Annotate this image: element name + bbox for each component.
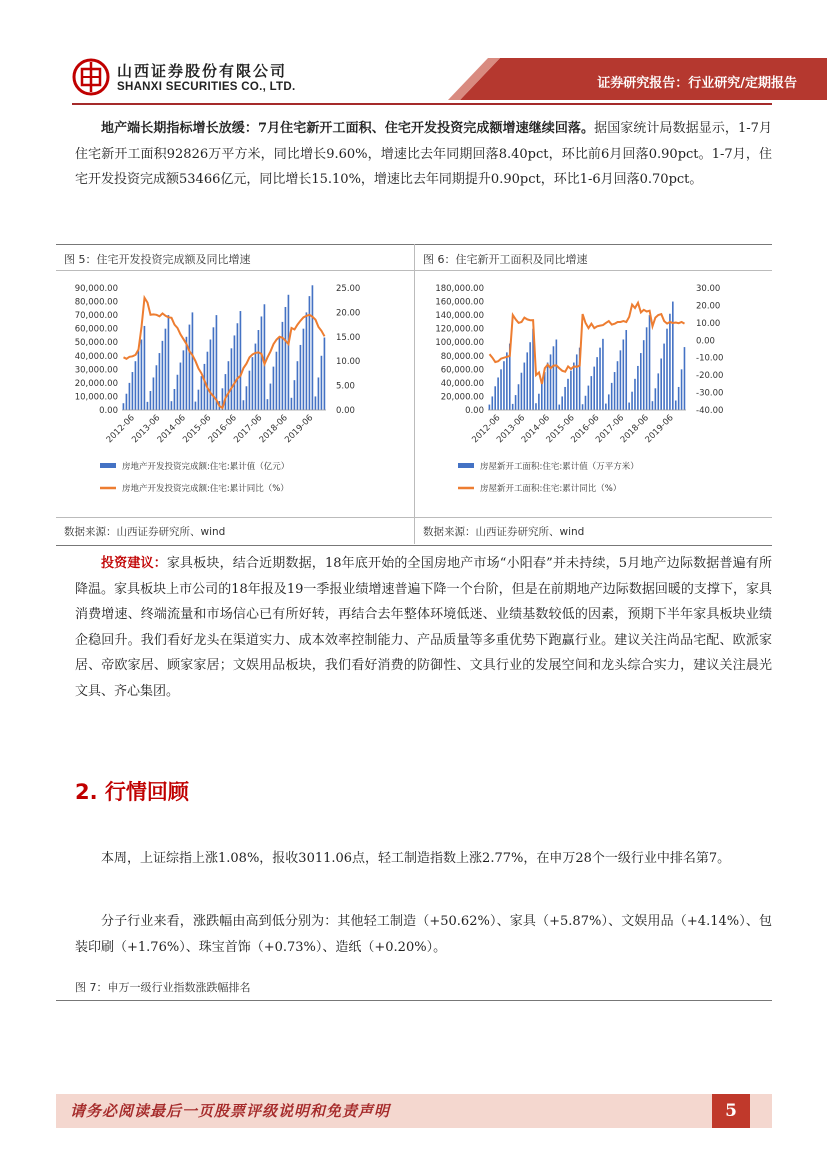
bar [204,364,206,410]
legend-bar-swatch [100,463,116,468]
bar [521,373,523,410]
bar [270,384,272,410]
y-left-tick-label: 0.00 [99,406,118,416]
x-tick-label: 2012-06 [104,413,137,446]
bar [141,340,143,410]
bar [162,341,164,410]
bar [623,340,625,410]
y-right-tick-label: -10.00 [696,353,724,364]
bar [231,348,233,410]
bar [129,383,131,410]
bar [180,363,182,410]
bar [524,363,526,410]
y-left-tick-label: 50,000.00 [74,338,118,349]
bar [171,401,173,410]
bar [126,394,128,410]
bar [567,379,569,410]
bar [285,307,287,410]
bar [276,352,278,410]
figure5-chart [60,276,410,518]
invest-label: 投资建议： [101,556,167,571]
bar [529,342,531,410]
bar [138,350,140,410]
y-left-tick-label: 20,000.00 [74,378,118,389]
bar [177,375,179,410]
bar [649,315,651,410]
bar [500,369,502,410]
bar [582,404,584,410]
legend-line-label: 房屋新开工面积:住宅:累计同比（%） [480,484,622,494]
x-tick-label: 2016-06 [569,413,602,446]
y-left-tick-label: 40,000.00 [440,378,484,389]
bar [561,396,563,410]
bar [261,316,263,410]
bar [306,312,308,410]
bar [605,404,607,410]
bar [207,352,209,410]
bar [666,329,668,410]
bar [515,395,517,410]
invest-paragraph [75,551,772,704]
bar [634,379,636,410]
bar [660,358,662,410]
x-tick-label: 2017-06 [232,413,265,446]
legend-line-label: 房地产开发投资完成额:住宅:累计同比（%） [122,484,289,494]
legend-bar-swatch [458,463,474,468]
bar [249,371,251,410]
y-left-tick-label: 180,000.00 [435,284,484,294]
bar [210,340,212,410]
bar [576,354,578,410]
y-right-tick-label: -30.00 [696,388,724,399]
bar [318,377,320,410]
y-left-tick-label: 10,000.00 [74,392,118,403]
bar [189,325,191,410]
bar [588,386,590,410]
y-left-tick-label: 40,000.00 [74,351,118,362]
y-right-tick-label: 25.00 [336,284,361,294]
bar [570,371,572,410]
bar [550,354,552,410]
y-right-tick-label: 10.00 [696,318,721,329]
figure5-source: 数据来源：山西证券研究所、wind [64,526,226,538]
x-tick-label: 2012-06 [470,413,503,446]
bar [608,394,610,410]
bar [324,338,326,410]
x-tick-label: 2019-06 [643,413,676,446]
bar [553,346,555,410]
bar [288,295,290,410]
bar [631,392,633,410]
x-tick-label: 2019-06 [283,413,316,446]
bar [159,353,161,410]
intro-lead: 地产端长期指标增长放缓：7月住宅新开工面积、住宅开发投资完成额增速继续回落。 [101,121,595,136]
y-right-tick-label: 15.00 [336,332,361,343]
bar [655,388,657,410]
bar [315,396,317,410]
figure5-title: 图 5：住宅开发投资完成额及同比增速 [64,253,251,266]
bar [489,405,491,410]
intro-paragraph [75,116,772,193]
bar [234,335,236,410]
x-tick-label: 2016-06 [206,413,239,446]
bar [596,357,598,410]
market-paragraph-2: 分子行业来看，涨跌幅由高到低分别为：其他轻工制造（+50.62%）、家具（+5.87%）、文娱用品（+4.14%）、包装印刷（+1.76%）、珠宝首饰（+0.73%）、造纸（+0.20%）。 [75,914,772,955]
bar [258,330,260,410]
bar [273,367,275,410]
bar [156,365,158,410]
bar [506,352,508,410]
x-tick-label: 2013-06 [495,413,528,446]
bar [264,304,266,410]
bar [300,345,302,410]
bar [279,337,281,410]
y-left-tick-label: 160,000.00 [435,297,484,308]
bar [625,330,627,410]
bar [267,399,269,410]
bar [657,373,659,410]
bar [174,389,176,410]
bar [675,401,677,410]
yoy-line [490,303,685,384]
bar [512,404,514,410]
company-name-cn: 山西证券股份有限公司 [117,62,288,80]
bar [640,353,642,410]
bar [312,285,314,410]
figure6-source: 数据来源：山西证券研究所、wind [423,526,585,538]
bar [602,339,604,410]
company-name-en: SHANXI SECURITIES CO., LTD. [117,81,296,93]
bar [526,352,528,410]
figure7-title: 图 7：申万一级行业指数涨跌幅排名 [75,981,251,994]
legend-bar-label: 房屋新开工面积:住宅:累计值（万平方米） [480,462,639,472]
x-tick-label: 2013-06 [130,413,163,446]
bar [150,391,152,410]
bar [558,405,560,410]
bar [228,361,230,410]
company-logo [72,58,110,96]
figure-title-rule [56,270,772,271]
bar [321,356,323,410]
y-right-tick-label: 30.00 [696,284,721,294]
y-left-tick-label: 70,000.00 [74,311,118,322]
bar [237,323,239,410]
bar [672,302,674,410]
x-tick-label: 2014-06 [155,413,188,446]
bar [165,329,167,410]
y-left-tick-label: 140,000.00 [435,311,484,322]
bar [240,311,242,410]
page-number: 5 [712,1094,750,1128]
bar [637,366,639,410]
y-left-tick-label: 80,000.00 [74,297,118,308]
bar [535,403,537,410]
bar [669,314,671,410]
y-right-tick-label: 10.00 [336,357,361,368]
y-left-tick-label: 100,000.00 [435,338,484,349]
bar [663,344,665,410]
bar [590,376,592,410]
bar [168,315,170,410]
bar [192,312,194,410]
y-right-tick-label: 20.00 [696,301,721,312]
y-right-tick-label: 0.00 [336,406,355,416]
x-tick-label: 2015-06 [181,413,214,446]
bar [243,400,245,410]
bar [541,383,543,410]
figure5-svg [60,276,410,514]
section-heading: 2. 行情回顾 [75,780,189,804]
bar [497,377,499,410]
y-right-tick-label: 0.00 [696,336,715,347]
bar [556,340,558,410]
bar [294,380,296,410]
bar [614,372,616,410]
bar [201,376,203,410]
bar [684,347,686,410]
bar [252,357,254,410]
header-divider [72,103,772,105]
figure6-chart [418,276,768,518]
figure6-svg [418,276,768,514]
y-left-tick-label: 90,000.00 [74,284,118,294]
bar [585,396,587,410]
bar [225,374,227,410]
figure-divider [414,244,415,544]
x-tick-label: 2015-06 [544,413,577,446]
bar [246,386,248,410]
bar [198,390,200,410]
bar [628,403,630,410]
bar [303,329,305,410]
bar [678,387,680,410]
x-tick-label: 2017-06 [594,413,627,446]
y-right-tick-label: -40.00 [696,406,724,416]
bar [309,296,311,410]
bar [153,377,155,410]
bar [617,361,619,410]
x-tick-label: 2018-06 [257,413,290,446]
figure6-title: 图 6：住宅新开工面积及同比增速 [423,253,588,266]
intro-body: 据国家统计局数据显示，1-7月住宅新开工面积92826万平方米，同比增长9.60%，增速比去年同期回落8.40pct，环比前6月回落0.90pct。1-7月，住宅开发投资完成额53466亿元，同比增长15.10%，增速比去年同期提升0.90pct，环比1-6月回落0.70pct。 [75,121,773,187]
legend-bar-label: 房地产开发投资完成额:住宅:累计值（亿元） [122,462,290,472]
bar [573,363,575,410]
y-left-tick-label: 60,000.00 [440,365,484,376]
bar [144,326,146,410]
bar [518,384,520,410]
bar [183,350,185,410]
bar [593,367,595,410]
y-left-tick-label: 60,000.00 [74,324,118,335]
y-right-tick-label: 20.00 [336,308,361,319]
bar [123,403,125,410]
bar [544,372,546,410]
bar [291,398,293,410]
bar [135,361,137,410]
y-left-tick-label: 80,000.00 [440,351,484,362]
bar [494,386,496,410]
bar [681,369,683,410]
bar [491,396,493,410]
y-left-tick-label: 120,000.00 [435,324,484,335]
invest-body: 家具板块，结合近期数据，18年底开始的全国房地产市场“小阳春”并未持续，5月地产边际数据普遍有所降温。家具板块上市公司的18年报及19一季报业绩增速普遍下降一个台阶，但是在前期地产边际数据回暖的支撑下，家具消费增速、终端流量和市场信心已有所好转，再结合去年整体环境低迷、业绩基数较低的因素，预期下半年家具板块业绩企稳回升。我们看好龙头在渠道实力、成本效率控制能力、产品质量等多重优势下跑赢行业。建议关注尚品宅配、欧派家居、帝欧家居、顾家家居；文娱用品板块，我们看好消费的防御性、文具行业的发展空间和龙头综合实力，建议关注晨光文具、齐心集团。 [75,556,772,699]
y-left-tick-label: 30,000.00 [74,365,118,376]
report-type: 证券研究报告：行业研究/定期报告 [597,76,797,91]
y-left-tick-label: 20,000.00 [440,392,484,403]
bar [652,401,654,410]
x-tick-label: 2014-06 [519,413,552,446]
market-paragraph-1: 本周，上证综指上涨1.08%，报收3011.06点，轻工制造指数上涨2.77%，在申万28个一级行业中排名第7。 [101,851,731,866]
footer-disclaimer[interactable]: 请务必阅读最后一页股票评级说明和免责声明 [70,1102,391,1120]
bar [282,322,284,410]
bar [643,340,645,410]
figure7-rule [56,1000,772,1001]
bar [538,394,540,410]
bar [547,363,549,410]
bar [195,402,197,410]
bar [564,387,566,410]
bar [297,361,299,410]
bar [503,361,505,410]
bar [620,350,622,410]
x-tick-label: 2018-06 [618,413,651,446]
bar [216,315,218,410]
y-right-tick-label: 5.00 [336,381,355,392]
bar [599,348,601,410]
y-right-tick-label: -20.00 [696,371,724,382]
y-left-tick-label: 0.00 [465,406,484,416]
bar [147,402,149,410]
bar [646,327,648,410]
bar [611,383,613,410]
bar [132,372,134,410]
